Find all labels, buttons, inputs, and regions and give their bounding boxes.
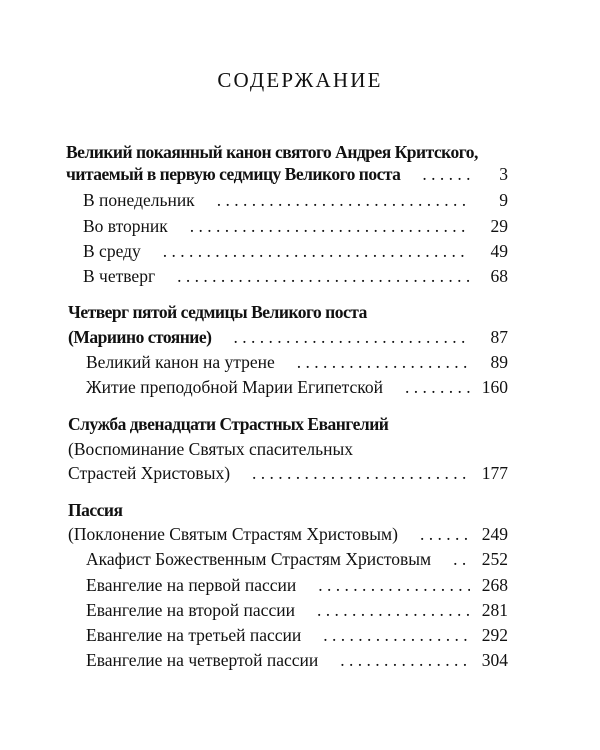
page-number: 3 [499, 164, 508, 184]
page-number: 160 [481, 377, 508, 397]
dot-leader [217, 190, 470, 211]
entry-label: В понедельник [83, 190, 195, 210]
entry-label: В четверг [83, 266, 156, 286]
entry-label: Евангелие на первой пассии [86, 575, 297, 595]
page-number: 281 [481, 600, 508, 620]
page-number: 268 [481, 575, 508, 595]
toc-entry[interactable] [86, 625, 508, 646]
dot-leader [177, 266, 470, 287]
dot-leader [297, 352, 470, 373]
toc-entry[interactable] [83, 190, 508, 211]
page-number: 177 [481, 463, 508, 483]
dot-leader [340, 650, 470, 671]
entry-label: Во вторник [83, 216, 168, 236]
entry-label: Великий канон на утрене [86, 352, 275, 372]
toc-entry[interactable] [68, 463, 508, 484]
section-subtitle: (Воспоминание Святых спасительных [68, 439, 353, 459]
toc-entry[interactable] [83, 241, 508, 262]
entry-label: В среду [83, 241, 141, 261]
dot-leader [323, 625, 470, 646]
section-heading: Великий покаянный канон святого Андрея Критского, [66, 142, 478, 162]
section-subtitle: Страстей Христовых) [68, 463, 231, 483]
page-number: 29 [490, 216, 508, 236]
entry-label: Акафист Божественным Страстям Христовым [86, 549, 432, 569]
toc-entry[interactable] [86, 650, 508, 671]
section-heading: (Мариино стояние) [68, 327, 212, 347]
page-number: 249 [481, 524, 508, 544]
dot-leader [318, 575, 470, 596]
page-number: 49 [490, 241, 508, 261]
entry-label: Евангелие на второй пассии [86, 600, 295, 620]
dot-leader [252, 463, 470, 484]
toc-entry[interactable] [68, 524, 508, 545]
entry-label: Евангелие на четвертой пассии [86, 650, 319, 670]
dot-leader [317, 600, 470, 621]
toc-entry[interactable] [86, 549, 508, 570]
section-heading: читаемый в первую седмицу Великого поста [66, 164, 401, 184]
toc-entry[interactable] [86, 575, 508, 596]
dot-leader [422, 164, 470, 185]
page-number: 89 [490, 352, 508, 372]
dot-leader [420, 524, 470, 545]
page-number: 252 [481, 549, 508, 569]
toc-entry[interactable] [86, 600, 508, 621]
section-subtitle: (Поклонение Святым Страстям Христовым) [68, 524, 398, 544]
entry-label: Евангелие на третьей пассии [86, 625, 302, 645]
toc-entry[interactable] [83, 266, 508, 287]
section-heading: Четверг пятой седмицы Великого поста [68, 302, 367, 322]
page-number: 9 [499, 190, 508, 210]
section-heading: Служба двенадцати Страстных Евангелий [68, 414, 389, 434]
page-number: 68 [490, 266, 508, 286]
toc-entry[interactable] [66, 164, 508, 185]
toc-entry[interactable] [86, 377, 508, 398]
section-heading: Пассия [68, 500, 123, 520]
page-number: 304 [481, 650, 508, 670]
dot-leader [405, 377, 470, 398]
toc-entry[interactable] [83, 216, 508, 237]
dot-leader [453, 549, 470, 570]
dot-leader [233, 327, 470, 348]
toc-entry[interactable] [86, 352, 508, 373]
page-title: СОДЕРЖАНИЕ [217, 68, 383, 92]
dot-leader [163, 241, 470, 262]
dot-leader [190, 216, 470, 237]
entry-label: Житие преподобной Марии Египетской [86, 377, 384, 397]
page-number: 292 [481, 625, 508, 645]
toc-entry[interactable] [68, 327, 508, 348]
page-number: 87 [490, 327, 508, 347]
